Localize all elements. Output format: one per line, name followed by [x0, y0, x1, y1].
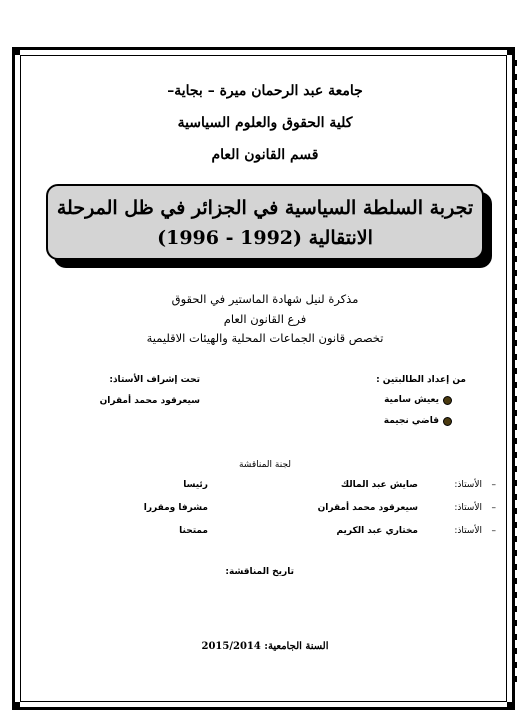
border-tick	[513, 382, 517, 388]
jury-role: مشرفا ومقررا	[143, 503, 208, 513]
border-tick	[513, 102, 517, 108]
border-tick	[513, 354, 517, 360]
thesis-title-line1: تجربة السلطة السياسية في الجزائر في ظل المرحلة	[56, 197, 474, 219]
jury-dash: –	[491, 480, 496, 490]
border-tick	[513, 186, 517, 192]
border-tick	[513, 368, 517, 374]
jury-title: لجنة المناقشة	[238, 460, 291, 470]
university-name: جامعة عبد الرحمان ميرة – بجاية–	[167, 83, 363, 99]
border-tick	[513, 676, 517, 682]
border-tick	[513, 606, 517, 612]
student-item	[384, 416, 452, 426]
bullet-icon	[443, 396, 452, 405]
memo-specialty: تخصص قانون الجماعات المحلية والهيئات الاقليمية	[146, 331, 384, 345]
border-corner	[12, 47, 20, 55]
student-item	[384, 395, 452, 405]
border-tick	[513, 214, 517, 220]
jury-name: سيعرقود محمد أمقران	[317, 503, 418, 513]
faculty-name: كلية الحقوق والعلوم السياسية	[177, 115, 353, 131]
student-name: قاضي نجيمة	[383, 416, 439, 426]
department-name: قسم القانون العام	[211, 147, 319, 163]
border-tick	[513, 662, 517, 668]
jury-prefix: الأستاذ:	[454, 480, 482, 490]
border-tick	[513, 270, 517, 276]
jury-row	[76, 480, 496, 494]
border-tick	[513, 452, 517, 458]
border-tick	[513, 396, 517, 402]
border-tick	[513, 60, 517, 66]
border-corner	[12, 702, 20, 710]
memo-degree: مذكرة لنيل شهادة الماستير في الحقوق	[171, 292, 359, 306]
thesis-title-box	[46, 184, 484, 260]
defense-date-label: تاريخ المناقشة:	[225, 567, 294, 577]
border-corner	[507, 702, 515, 710]
border-tick	[513, 284, 517, 290]
jury-row	[76, 526, 496, 540]
jury-prefix: الأستاذ:	[454, 503, 482, 513]
jury-prefix: الأستاذ:	[454, 526, 482, 536]
border-tick	[513, 200, 517, 206]
jury-row	[76, 503, 496, 517]
prepared-by-label: من إعداد الطالبتين :	[376, 375, 466, 385]
bullet-icon	[443, 417, 452, 426]
memo-branch: فرع القانون العام	[223, 312, 307, 326]
border-tick	[513, 256, 517, 262]
border-tick	[513, 438, 517, 444]
border-tick	[513, 228, 517, 234]
student-name: يعيش سامية	[384, 395, 439, 405]
border-tick	[513, 536, 517, 542]
border-tick	[513, 74, 517, 80]
border-tick	[513, 494, 517, 500]
border-tick	[513, 522, 517, 528]
border-tick	[513, 424, 517, 430]
supervisor-name: سيعرقود محمد أمقران	[99, 396, 200, 406]
border-tick	[513, 592, 517, 598]
border-tick	[513, 480, 517, 486]
border-tick	[513, 242, 517, 248]
border-tick	[513, 620, 517, 626]
jury-name: صايش عبد المالك	[340, 480, 418, 490]
jury-dash: –	[491, 526, 496, 536]
jury-role: رئيسا	[183, 480, 208, 490]
border-corner	[507, 47, 515, 55]
supervision-label: تحت إشراف الأستاذ:	[109, 375, 200, 385]
border-tick	[513, 634, 517, 640]
jury-name: مختاري عبد الكريم	[336, 526, 418, 536]
academic-year: السنة الجامعية: 2015/2014	[201, 641, 329, 652]
jury-role: ممتحنا	[179, 526, 208, 536]
border-tick	[513, 564, 517, 570]
border-tick	[513, 172, 517, 178]
border-tick	[513, 578, 517, 584]
border-tick	[513, 550, 517, 556]
border-tick	[513, 508, 517, 514]
border-tick	[513, 410, 517, 416]
jury-dash: –	[491, 503, 496, 513]
thesis-title-line2: الانتقالية (1992 - 1996)	[157, 227, 373, 249]
